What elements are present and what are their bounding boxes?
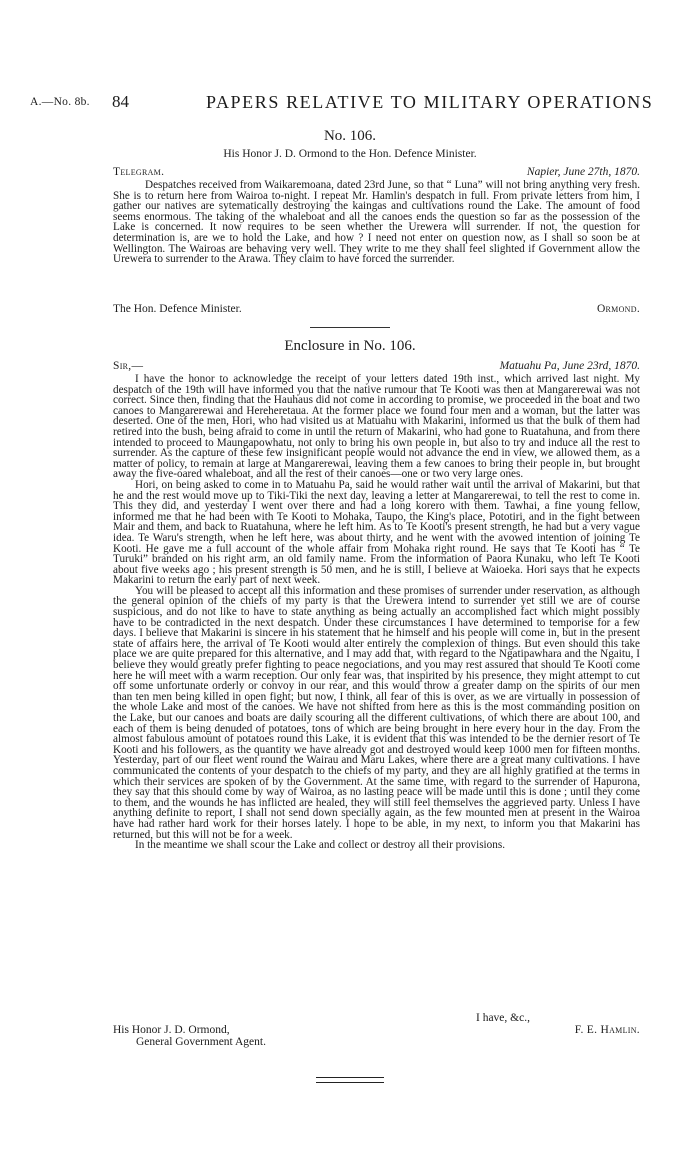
enclosure-paragraph: In the meantime we shall scour the Lake and collect or destroy all their provisions. [135, 839, 506, 852]
sender-recipient-line: His Honor J. D. Ormond to the Hon. Defence Minister. [223, 148, 477, 160]
telegram-addressee: The Hon. Defence Minister. [113, 303, 242, 315]
telegram-label: Telegram. [113, 166, 165, 178]
enclosure-body [113, 374, 640, 851]
telegram-place-date: Napier, June 27th, 1870. [526, 166, 640, 178]
addressee-title: General Government Agent. [136, 1036, 266, 1048]
enclosure-signature: F. E. Hamlin. [574, 1024, 640, 1036]
section-divider [310, 327, 390, 328]
enclosure-paragraph: I have the honor to acknowledge the receipt of your letters dated 19th inst., which arrived last night. My despatch of the 19th will have informed you that the native rumour that Te Kooti was then at Mangarerewai was not correct. Since then, finding that the Hauhaus did not come in according to promise, we proceeded in the boat and two canoes to Mangarerewai and Hereheretaua. At the former place we found four men and a woman, but the latter was deserted. One of the men, Hori, who had visited us at Matuahu with Makarini, informed us that the bulk of them had retired into the bush, being afraid to come in until the return of Makarini, who had gone to Ruatahuna, and from there intended to proceed to Maungapowhatu, not only to bring his own people in, but also to try and induce all the rest to surrender. As the capture of these few insignificant people would not advance the end in view, we allowed them, as a matter of policy, to remain at large at Mangarerewai, leaving them a few canoes to bring their people in, but brought away the five-oared whaleboat, and all the rest of their canoes—one or two very large ones. [113, 373, 640, 481]
salutation: Sir,— [113, 360, 144, 372]
page-number: 84 [112, 92, 129, 111]
end-rule [316, 1077, 384, 1083]
running-title: PAPERS RELATIVE TO MILITARY OPERATIONS [206, 92, 654, 112]
enclosure-paragraph: You will be pleased to accept all this information and these promises of surrender under reservation, as although the general opinion of the chiefs of my party is that the Urewera intend to surrender yet still we are of course suspicious, and do not like to have to state anything as being actually an accomplished fact which might possibly have to be contradicted in the next despatch. Under these circumstances I have determined to temporise for a few days. I believe that Makarini is sincere in his statement that he himself and his people will come in, but in the present state of affairs here, the arrival of Te Kooti would alter entirely the complexion of things. But even should this take place we are quite prepared for this alternative, and I may add that, with regard to the Ngatipawhara and the Ngaitu, I believe they would greatly prefer fighting to peace negociations, and you may rest assured that should Te Kooti come here he will meet with a warm reception. Our only fear was, that inspirited by his presence, they might attempt to cut off some unfortunate orderly or convoy in our rear, and this would throw a greater damp on the spirits of our men than ten men being killed in open fight; but now, I think, all fear of this is over, as we are virtually in possession of the whole Lake and most of the canoes. We have not shifted from here as this is the most commanding position on the Lake, but our canoes and boats are daily scouring all the different cultivations, of which there are about 100, and each of them is being denuded of potatoes, tons of which are being brought in here every hour in the day. From the almost fabulous amount of potatoes round this Lake, it is evident that this was intended to be the dernier resort of Te Kooti and his followers, as the quantity we have already got and destroyed would keep 1000 men for fifteen months. Yesterday, part of our fleet went round the Wairau and Maru Lakes, where there are a great many cultivations. I have communicated the contents of your despatch to the chiefs of my party, and they are all highly gratified at the terms in which their services are spoken of by the Government. At the same time, with regard to the surrender of Hapurona, they say that this should come by way of Wairoa, as no lasting peace will be made until this is done ; until they come to them, and the wounds he has inflicted are healed, they will still feel themselves the aggrieved party. Unless I have anything definite to report, I shall not send down specially again, as the few mounted men at present in the Wairoa have had rather hard work for their horses lately. I hope to be able, in my next, to inform you that Makarini has returned, but this will not be for a week. [113, 584, 640, 841]
enclosure-meta-line [113, 360, 640, 374]
paper-reference: A.—No. 8b. [30, 96, 90, 108]
telegram-signoff [113, 303, 640, 317]
running-header [30, 92, 670, 112]
telegram-body: Despatches received from Waikaremoana, dated 23rd June, so that “ Luna” will not bring anything very fresh. She is to return here from Wairoa to-night. I repeat Mr. Hamlin's despatch in full. From private letters from him, I gather our natives are sytematically destroying the kaingas and cultivations round the Lake. The amount of food seems enormous. The taking of the whaleboat and all the canoes ends the question so far as the possession of the Lake is concerned. It now requires to be seen whether the Urewera will surrender. If not, the question for determination is, are we to hold the Lake, and how ? I need not enter on question now, as I shall so soon be at Wellington. The Wairoas are behaving very well. They write to me they shall feel slighted if Government allow the Urewera to surrender to the Arawa. They claim to have forced the surrender. [113, 179, 640, 266]
enclosure-title: Enclosure in No. 106. [284, 338, 416, 354]
enclosure-paragraph: Hori, on being asked to come in to Matuahu Pa, said he would rather wait until the arrival of Makarini, but that he and the rest would move up to Tiki-Tiki the next day, leaving a letter at Mangarerewai, to tell the rest to come in. This they did, and yesterday I went over there and had a long korero with them. Tawhai, a fine young fellow, informed me that he had been with Te Kooti to Mohaka, Taupo, the King's place, Pototiri, and in the fight between Mair and them, and back to Ruatahuna, where he left him. As to Te Kooti's present strength, he had but a very vague idea. Te Waru's strength, when he left here, was about thirty, and he went with the avowed intention of joining Te Kooti. He gave me a full account of the whole affair from Mohaka right round. He says that Te Kooti has “ Te Turuki” branded on his right arm, an old family name. From the information of Paora Kunaku, who left Te Kooti about five weeks ago ; his present strength is 50 men, and he is still, I believe at Waioeka. Hori says that he expects Makarini to return the early part of next week. [113, 478, 640, 587]
telegram-signature: Ormond. [596, 303, 640, 315]
enclosure-addressee: His Honor J. D. Ormond, [113, 1024, 230, 1036]
closing-phrase: I have, &c., [476, 1012, 530, 1024]
enclosure-place-date: Matuahu Pa, June 23rd, 1870. [499, 360, 640, 372]
document-number: No. 106. [323, 128, 377, 144]
telegram-meta-line [113, 166, 640, 180]
